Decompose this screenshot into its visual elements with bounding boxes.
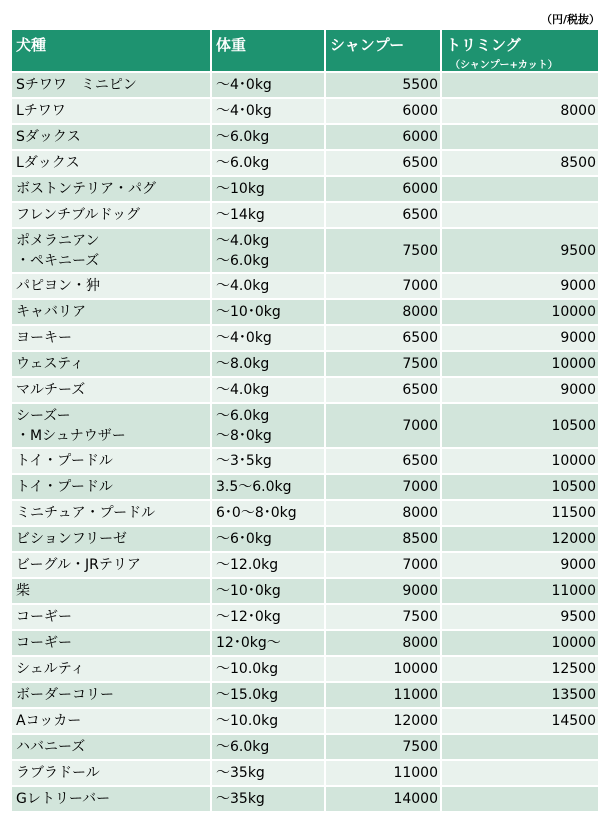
breed-cell	[12, 604, 211, 630]
weight-cell	[211, 403, 325, 448]
breed-cell-line: Gレトリーバー	[16, 791, 111, 807]
shampoo-price-cell: 7000	[325, 403, 441, 448]
weight-cell	[211, 448, 325, 474]
trimming-price-cell	[441, 176, 598, 202]
trimming-price-cell	[441, 202, 598, 228]
breed-cell-line: ラブラドール	[16, 765, 100, 781]
trimming-price-cell: 11000	[441, 578, 598, 604]
breed-cell	[12, 72, 211, 98]
shampoo-price-cell: 6000	[325, 124, 441, 150]
trimming-price-cell: 9000	[441, 325, 598, 351]
shampoo-price-cell: 6500	[325, 377, 441, 403]
weight-cell	[211, 72, 325, 98]
table-row	[12, 377, 598, 403]
shampoo-price-cell: 12000	[325, 708, 441, 734]
table-row	[12, 630, 598, 656]
weight-cell-line: ～6.0kg	[216, 739, 270, 755]
shampoo-price-cell: 8000	[325, 500, 441, 526]
trimming-price-cell: 10000	[441, 299, 598, 325]
weight-cell	[211, 604, 325, 630]
breed-cell	[12, 176, 211, 202]
breed-cell-line: パピヨン・狆	[16, 278, 100, 294]
breed-cell	[12, 351, 211, 377]
trimming-price-cell	[441, 760, 598, 786]
weight-cell-line: ～15.0kg	[216, 687, 279, 703]
shampoo-price-cell: 8000	[325, 630, 441, 656]
breed-cell-line: マルチーズ	[16, 382, 86, 398]
shampoo-price-cell: 11000	[325, 760, 441, 786]
breed-cell	[12, 273, 211, 299]
breed-cell-line: キャバリア	[16, 304, 86, 320]
weight-cell-line: ～3･5kg	[216, 453, 272, 469]
breed-cell	[12, 228, 211, 273]
trimming-price-cell: 9000	[441, 552, 598, 578]
breed-cell	[12, 656, 211, 682]
weight-cell-line: ～10.0kg	[216, 713, 279, 729]
breed-cell	[12, 474, 211, 500]
breed-cell-line: コーギー	[16, 609, 72, 625]
weight-cell	[211, 630, 325, 656]
weight-cell-line: 12･0kg～	[216, 635, 281, 651]
weight-cell	[211, 578, 325, 604]
shampoo-price-cell: 6000	[325, 98, 441, 124]
weight-cell	[211, 228, 325, 273]
header-trimming	[441, 30, 598, 72]
breed-cell-line: ヨーキー	[16, 330, 72, 346]
breed-cell	[12, 630, 211, 656]
shampoo-price-cell: 9000	[325, 578, 441, 604]
breed-cell	[12, 403, 211, 448]
table-row	[12, 552, 598, 578]
shampoo-price-cell: 7500	[325, 734, 441, 760]
weight-cell	[211, 760, 325, 786]
trimming-price-cell: 10500	[441, 403, 598, 448]
table-body	[12, 72, 598, 812]
breed-cell	[12, 708, 211, 734]
trimming-price-cell: 14500	[441, 708, 598, 734]
breed-cell	[12, 526, 211, 552]
weight-cell-line: ～4.0kg	[216, 278, 270, 294]
breed-cell	[12, 786, 211, 812]
table-row	[12, 273, 598, 299]
breed-cell	[12, 552, 211, 578]
weight-cell-line: ～8.0kg	[216, 356, 270, 372]
weight-cell-line: ～10kg	[216, 181, 265, 197]
breed-cell-line: ビーグル・JRテリア	[16, 557, 141, 573]
weight-cell	[211, 708, 325, 734]
weight-cell	[211, 98, 325, 124]
breed-cell-line: ミニチュア・プードル	[16, 505, 156, 521]
trimming-price-cell: 13500	[441, 682, 598, 708]
weight-cell-line: ～6.0kg	[216, 155, 270, 171]
table-row	[12, 604, 598, 630]
table-row	[12, 202, 598, 228]
weight-cell-line: ～12.0kg	[216, 557, 279, 573]
breed-cell	[12, 578, 211, 604]
weight-cell	[211, 500, 325, 526]
breed-cell	[12, 448, 211, 474]
weight-cell	[211, 351, 325, 377]
weight-cell	[211, 656, 325, 682]
breed-cell	[12, 734, 211, 760]
table-row	[12, 403, 598, 448]
breed-cell-line: コーギー	[16, 635, 72, 651]
table-row	[12, 578, 598, 604]
shampoo-price-cell: 7000	[325, 273, 441, 299]
weight-cell	[211, 786, 325, 812]
weight-cell	[211, 202, 325, 228]
table-row	[12, 299, 598, 325]
trimming-price-cell: 9500	[441, 604, 598, 630]
breed-cell-line: ポメラニアン	[16, 232, 100, 249]
trimming-price-cell	[441, 786, 598, 812]
header-trimming-label: トリミング	[446, 36, 521, 54]
table-row	[12, 786, 598, 812]
weight-cell	[211, 377, 325, 403]
weight-cell	[211, 299, 325, 325]
breed-cell-line: フレンチブルドッグ	[16, 207, 140, 223]
breed-cell	[12, 377, 211, 403]
table-row	[12, 474, 598, 500]
weight-cell-line: ～35kg	[216, 765, 265, 781]
breed-cell-line: トイ・プードル	[16, 479, 113, 495]
table-row	[12, 351, 598, 377]
breed-cell-line: トイ・プードル	[16, 453, 113, 469]
table-row	[12, 150, 598, 176]
trimming-price-cell	[441, 734, 598, 760]
breed-cell	[12, 682, 211, 708]
header-weight: 体重	[211, 30, 325, 72]
weight-cell-line: ～4･0kg	[216, 330, 272, 346]
weight-cell-line: ～12･0kg	[216, 609, 281, 625]
breed-cell	[12, 98, 211, 124]
breed-cell	[12, 202, 211, 228]
breed-cell-line: ビションフリーゼ	[16, 531, 127, 547]
weight-cell-line: ～14kg	[216, 207, 265, 223]
header-trimming-sub: （シャンプー+カット）	[450, 60, 558, 71]
shampoo-price-cell: 14000	[325, 786, 441, 812]
weight-cell-line: ～10･0kg	[216, 583, 281, 599]
trimming-price-cell	[441, 72, 598, 98]
trimming-price-cell: 8000	[441, 98, 598, 124]
shampoo-price-cell: 8000	[325, 299, 441, 325]
trimming-price-cell: 10000	[441, 448, 598, 474]
table-row	[12, 500, 598, 526]
table-row	[12, 448, 598, 474]
weight-cell-line: ～10.0kg	[216, 661, 279, 677]
unit-note: （円/税抜）	[540, 13, 600, 26]
trimming-price-cell: 10000	[441, 630, 598, 656]
shampoo-price-cell: 7500	[325, 351, 441, 377]
weight-cell-line: ～8･0kg	[216, 427, 272, 444]
table-row	[12, 124, 598, 150]
trimming-price-cell: 12500	[441, 656, 598, 682]
weight-cell	[211, 734, 325, 760]
shampoo-price-cell: 6500	[325, 150, 441, 176]
weight-cell	[211, 273, 325, 299]
table-header-row	[12, 30, 598, 72]
trimming-price-cell	[441, 124, 598, 150]
weight-cell-line: 3.5～6.0kg	[216, 479, 292, 495]
shampoo-price-cell: 7000	[325, 552, 441, 578]
shampoo-price-cell: 7500	[325, 228, 441, 273]
weight-cell	[211, 682, 325, 708]
weight-cell-line: 6･0～8･0kg	[216, 505, 297, 521]
shampoo-price-cell: 6500	[325, 325, 441, 351]
breed-cell-line: ボーダーコリー	[16, 687, 114, 703]
breed-cell	[12, 325, 211, 351]
trimming-price-cell: 9500	[441, 228, 598, 273]
breed-cell-line: ・Mシュナウザー	[16, 427, 126, 444]
trimming-price-cell: 12000	[441, 526, 598, 552]
shampoo-price-cell: 6500	[325, 448, 441, 474]
breed-cell	[12, 500, 211, 526]
price-table	[12, 30, 598, 813]
breed-cell-line: Aコッカー	[16, 713, 82, 729]
breed-cell-line: Sダックス	[16, 129, 81, 145]
weight-cell-line: ～4･0kg	[216, 77, 272, 93]
breed-cell-line: ・ペキニーズ	[16, 252, 100, 269]
trimming-price-cell: 10000	[441, 351, 598, 377]
shampoo-price-cell: 8500	[325, 526, 441, 552]
weight-cell-line: ～6.0kg	[216, 252, 270, 269]
trimming-price-cell: 8500	[441, 150, 598, 176]
breed-cell-line: ウェスティ	[16, 356, 85, 372]
breed-cell-line: ハバニーズ	[16, 739, 86, 755]
weight-cell	[211, 176, 325, 202]
weight-cell	[211, 150, 325, 176]
breed-cell-line: シーズー	[16, 407, 71, 424]
weight-cell	[211, 124, 325, 150]
weight-cell-line: ～6.0kg	[216, 407, 270, 424]
shampoo-price-cell: 11000	[325, 682, 441, 708]
header-breed: 犬種	[12, 30, 211, 72]
shampoo-price-cell: 6000	[325, 176, 441, 202]
weight-cell-line: ～4.0kg	[216, 382, 270, 398]
weight-cell-line: ～6･0kg	[216, 531, 272, 547]
breed-cell	[12, 760, 211, 786]
weight-cell	[211, 474, 325, 500]
breed-cell-line: Sチワワ ミニピン	[16, 77, 137, 93]
shampoo-price-cell: 10000	[325, 656, 441, 682]
shampoo-price-cell: 7000	[325, 474, 441, 500]
breed-cell	[12, 150, 211, 176]
weight-cell-line: ～4.0kg	[216, 232, 270, 249]
breed-cell-line: Lダックス	[16, 155, 80, 171]
table-row	[12, 682, 598, 708]
table-row	[12, 228, 598, 273]
table-row	[12, 72, 598, 98]
table-row	[12, 325, 598, 351]
table-row	[12, 708, 598, 734]
table-row	[12, 760, 598, 786]
table-row	[12, 656, 598, 682]
shampoo-price-cell: 6500	[325, 202, 441, 228]
breed-cell-line: Lチワワ	[16, 103, 66, 119]
trimming-price-cell: 9000	[441, 273, 598, 299]
shampoo-price-cell: 7500	[325, 604, 441, 630]
table-row	[12, 176, 598, 202]
weight-cell-line: ～35kg	[216, 791, 265, 807]
weight-cell-line: ～6.0kg	[216, 129, 270, 145]
weight-cell	[211, 526, 325, 552]
table-row	[12, 734, 598, 760]
shampoo-price-cell: 5500	[325, 72, 441, 98]
weight-cell-line: ～4･0kg	[216, 103, 272, 119]
weight-cell	[211, 552, 325, 578]
breed-cell-line: シェルティ	[16, 661, 85, 677]
header-shampoo: シャンプー	[325, 30, 441, 72]
trimming-price-cell: 10500	[441, 474, 598, 500]
breed-cell-line: ボストンテリア・パグ	[16, 181, 156, 197]
table-row	[12, 98, 598, 124]
breed-cell	[12, 124, 211, 150]
trimming-price-cell: 11500	[441, 500, 598, 526]
weight-cell	[211, 325, 325, 351]
table-row	[12, 526, 598, 552]
breed-cell-line: 柴	[16, 583, 30, 599]
breed-cell	[12, 299, 211, 325]
trimming-price-cell: 9000	[441, 377, 598, 403]
weight-cell-line: ～10･0kg	[216, 304, 281, 320]
